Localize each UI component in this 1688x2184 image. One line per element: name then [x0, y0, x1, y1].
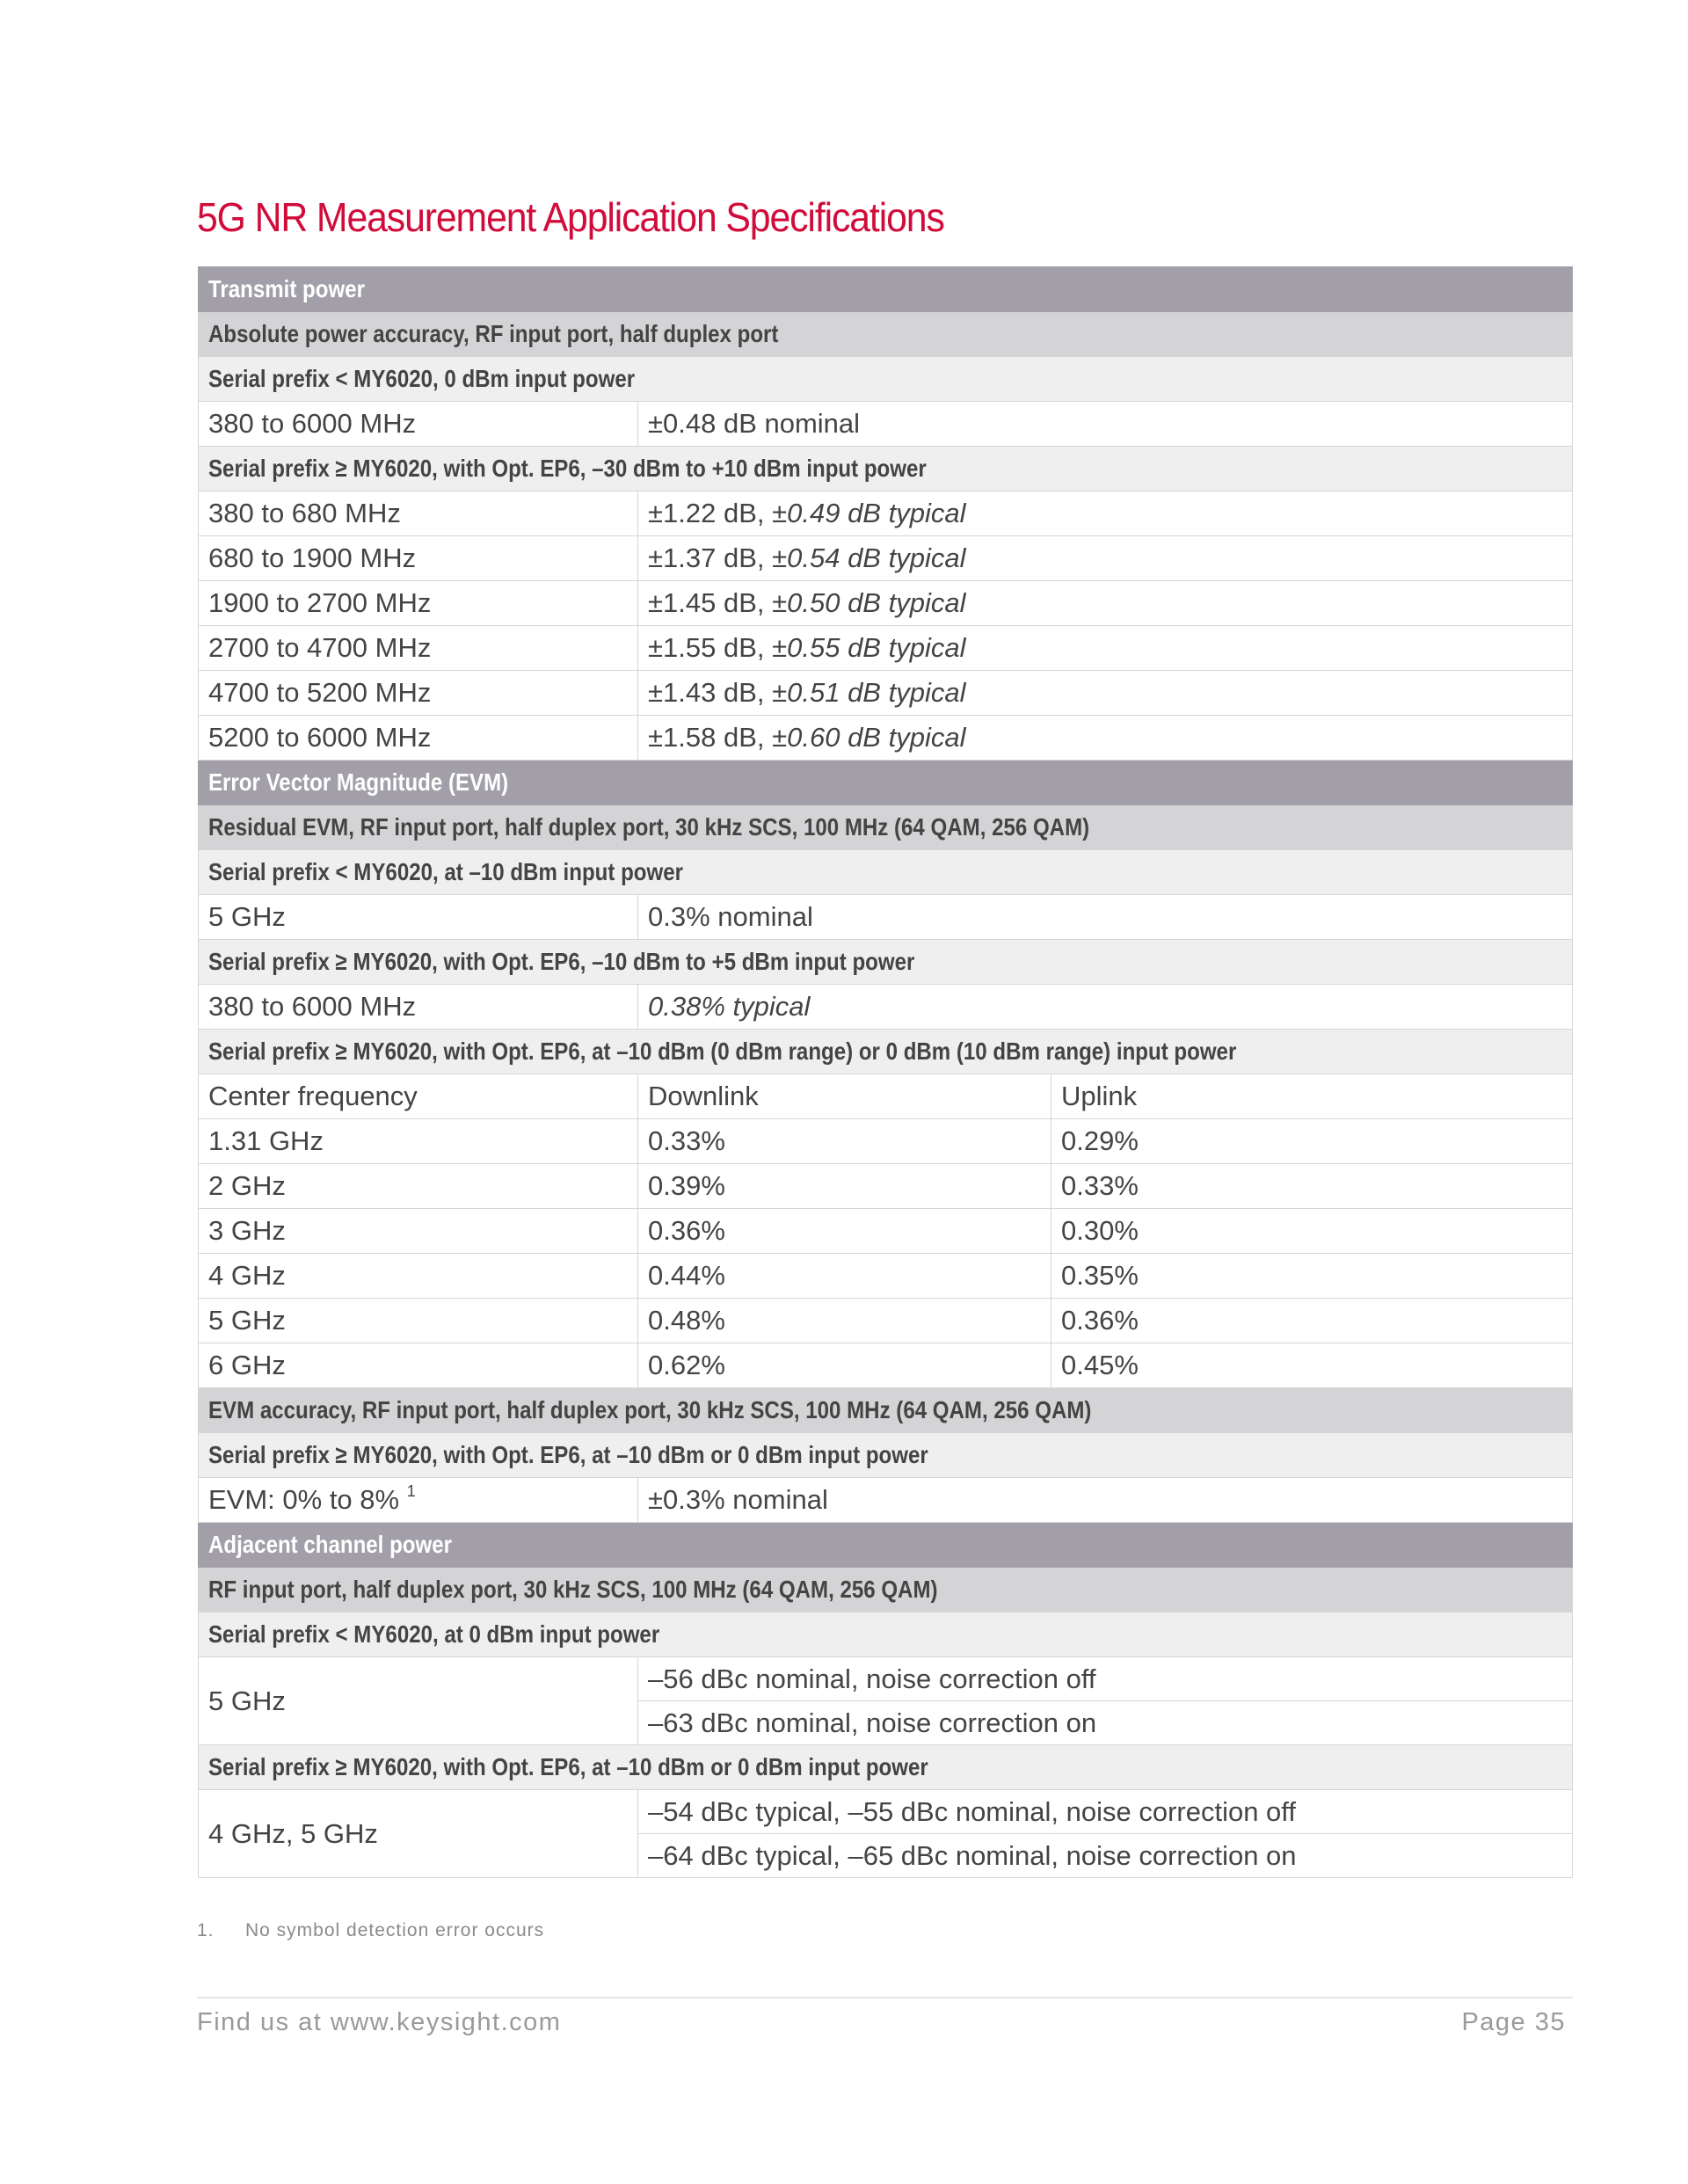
typical-value: ±0.50 dB typical [772, 587, 966, 618]
footer-website: Find us at www.keysight.com [197, 2008, 562, 2036]
serial-prefix-label: Serial prefix < MY6020, at 0 dBm input power [208, 1620, 660, 1648]
subsection-header: Absolute power accuracy, RF input port, half duplex port [208, 320, 779, 347]
section-header: Transmit power [208, 275, 365, 302]
downlink-cell: 0.62% [638, 1343, 1051, 1388]
evm-range-cell [199, 1478, 638, 1523]
table-row [199, 1478, 1573, 1523]
subsection-header: Residual EVM, RF input port, half duplex port, 30 kHz SCS, 100 MHz (64 QAM, 256 QAM) [208, 813, 1090, 841]
value-cell: 0.3% nominal [638, 895, 1573, 940]
uplink-cell: 0.33% [1051, 1164, 1573, 1209]
table-row [199, 1299, 1573, 1343]
uplink-cell: 0.35% [1051, 1254, 1573, 1299]
footnote-ref: 1 [406, 1482, 416, 1500]
footer-divider [197, 1997, 1573, 1998]
subsection-header-row [199, 805, 1573, 850]
freq-cell: 2700 to 4700 MHz [199, 626, 638, 671]
freq-cell: 4 GHz, 5 GHz [199, 1790, 638, 1878]
serial-prefix-row [199, 1745, 1573, 1790]
section-header-row [199, 1523, 1573, 1568]
freq-cell: 6 GHz [199, 1343, 638, 1388]
column-header: Center frequency [199, 1074, 638, 1119]
noise-correction-off: –54 dBc typical, –55 dBc nominal, noise correction off [648, 1796, 1296, 1827]
freq-cell: 380 to 680 MHz [199, 491, 638, 536]
value-cell [638, 1790, 1573, 1878]
typical-value: ±0.55 dB typical [772, 632, 966, 663]
table-row [199, 536, 1573, 581]
freq-cell: 5 GHz [199, 1299, 638, 1343]
freq-cell: 4 GHz [199, 1254, 638, 1299]
typical-value: ±0.60 dB typical [772, 722, 966, 753]
subsection-header-row [199, 1388, 1573, 1433]
section-header: Adjacent channel power [208, 1531, 452, 1558]
value-cell [638, 626, 1573, 671]
freq-cell: 1900 to 2700 MHz [199, 581, 638, 626]
typical-value: ±0.54 dB typical [772, 542, 966, 573]
downlink-cell: 0.44% [638, 1254, 1051, 1299]
uplink-cell: 0.30% [1051, 1209, 1573, 1254]
spec-value: ±1.43 dB, [648, 677, 773, 708]
noise-correction-on: –64 dBc typical, –65 dBc nominal, noise correction on [638, 1833, 1572, 1877]
table-row [199, 1119, 1573, 1164]
serial-prefix-row [199, 1433, 1573, 1478]
column-header: Downlink [638, 1074, 1051, 1119]
table-row [199, 1343, 1573, 1388]
serial-prefix-row [199, 940, 1573, 985]
serial-prefix-row [199, 1613, 1573, 1657]
serial-prefix-row [199, 357, 1573, 402]
table-row [199, 491, 1573, 536]
subsection-header: EVM accuracy, RF input port, half duplex port, 30 kHz SCS, 100 MHz (64 QAM, 256 QAM) [208, 1396, 1092, 1423]
section-header-row [199, 267, 1573, 312]
value-cell: ±0.3% nominal [638, 1478, 1573, 1523]
table-row [199, 1657, 1573, 1745]
serial-prefix-label: Serial prefix ≥ MY6020, with Opt. EP6, at –10 dBm (0 dBm range) or 0 dBm (10 dBm range) input power [208, 1037, 1237, 1065]
column-header-row [199, 1074, 1573, 1119]
typical-value: ±0.49 dB typical [772, 498, 966, 528]
serial-prefix-label: Serial prefix < MY6020, 0 dBm input power [208, 365, 636, 392]
freq-cell: 5 GHz [199, 1657, 638, 1745]
page-number: Page 35 [1461, 2008, 1566, 2036]
evm-range-label: EVM: 0% to 8% [208, 1484, 407, 1515]
uplink-cell: 0.29% [1051, 1119, 1573, 1164]
downlink-cell: 0.48% [638, 1299, 1051, 1343]
spec-value: ±1.37 dB, [648, 542, 773, 573]
column-header: Uplink [1051, 1074, 1573, 1119]
table-row [199, 716, 1573, 761]
footnote [197, 1920, 544, 1941]
value-cell [638, 671, 1573, 716]
freq-cell: 680 to 1900 MHz [199, 536, 638, 581]
table-row [199, 581, 1573, 626]
table-row [199, 1254, 1573, 1299]
noise-correction-off: –56 dBc nominal, noise correction off [648, 1663, 1096, 1694]
table-row [199, 1209, 1573, 1254]
section-header: Error Vector Magnitude (EVM) [208, 768, 509, 796]
downlink-cell: 0.39% [638, 1164, 1051, 1209]
freq-cell: 380 to 6000 MHz [199, 985, 638, 1030]
value-cell [638, 1657, 1573, 1745]
table-row [199, 402, 1573, 447]
freq-cell: 380 to 6000 MHz [199, 402, 638, 447]
value-cell [638, 581, 1573, 626]
subsection-header-row [199, 312, 1573, 357]
typical-value: 0.38% typical [638, 985, 1573, 1030]
spec-value: ±1.55 dB, [648, 632, 773, 663]
table-row [199, 985, 1573, 1030]
serial-prefix-label: Serial prefix ≥ MY6020, with Opt. EP6, –30 dBm to +10 dBm input power [208, 455, 927, 482]
freq-cell: 5200 to 6000 MHz [199, 716, 638, 761]
subsection-header-row [199, 1568, 1573, 1613]
table-row [199, 1164, 1573, 1209]
downlink-cell: 0.33% [638, 1119, 1051, 1164]
freq-cell: 5 GHz [199, 895, 638, 940]
table-row [199, 626, 1573, 671]
noise-correction-on: –63 dBc nominal, noise correction on [638, 1700, 1572, 1744]
spec-table [198, 266, 1573, 1878]
serial-prefix-row [199, 447, 1573, 491]
uplink-cell: 0.45% [1051, 1343, 1573, 1388]
value-cell [638, 536, 1573, 581]
table-row [199, 671, 1573, 716]
spec-value: ±1.22 dB, [648, 498, 773, 528]
serial-prefix-row [199, 1030, 1573, 1074]
table-row [199, 1790, 1573, 1878]
value-cell [638, 716, 1573, 761]
footnote-text: No symbol detection error occurs [245, 1920, 545, 1940]
value-cell: ±0.48 dB nominal [638, 402, 1573, 447]
serial-prefix-label: Serial prefix ≥ MY6020, with Opt. EP6, at –10 dBm or 0 dBm input power [208, 1441, 928, 1468]
value-cell [638, 491, 1573, 536]
spec-value: ±1.45 dB, [648, 587, 773, 618]
uplink-cell: 0.36% [1051, 1299, 1573, 1343]
footnote-number: 1. [197, 1920, 215, 1940]
page-title: 5G NR Measurement Application Specifications [197, 194, 944, 240]
subsection-header: RF input port, half duplex port, 30 kHz SCS, 100 MHz (64 QAM, 256 QAM) [208, 1576, 938, 1603]
section-header-row [199, 761, 1573, 805]
serial-prefix-label: Serial prefix ≥ MY6020, with Opt. EP6, –10 dBm to +5 dBm input power [208, 948, 915, 975]
freq-cell: 1.31 GHz [199, 1119, 638, 1164]
serial-prefix-label: Serial prefix < MY6020, at –10 dBm input power [208, 858, 683, 885]
downlink-cell: 0.36% [638, 1209, 1051, 1254]
serial-prefix-row [199, 850, 1573, 895]
freq-cell: 3 GHz [199, 1209, 638, 1254]
spec-value: ±1.58 dB, [648, 722, 773, 753]
serial-prefix-label: Serial prefix ≥ MY6020, with Opt. EP6, at –10 dBm or 0 dBm input power [208, 1753, 928, 1780]
table-row [199, 895, 1573, 940]
typical-value: ±0.51 dB typical [772, 677, 966, 708]
freq-cell: 2 GHz [199, 1164, 638, 1209]
freq-cell: 4700 to 5200 MHz [199, 671, 638, 716]
